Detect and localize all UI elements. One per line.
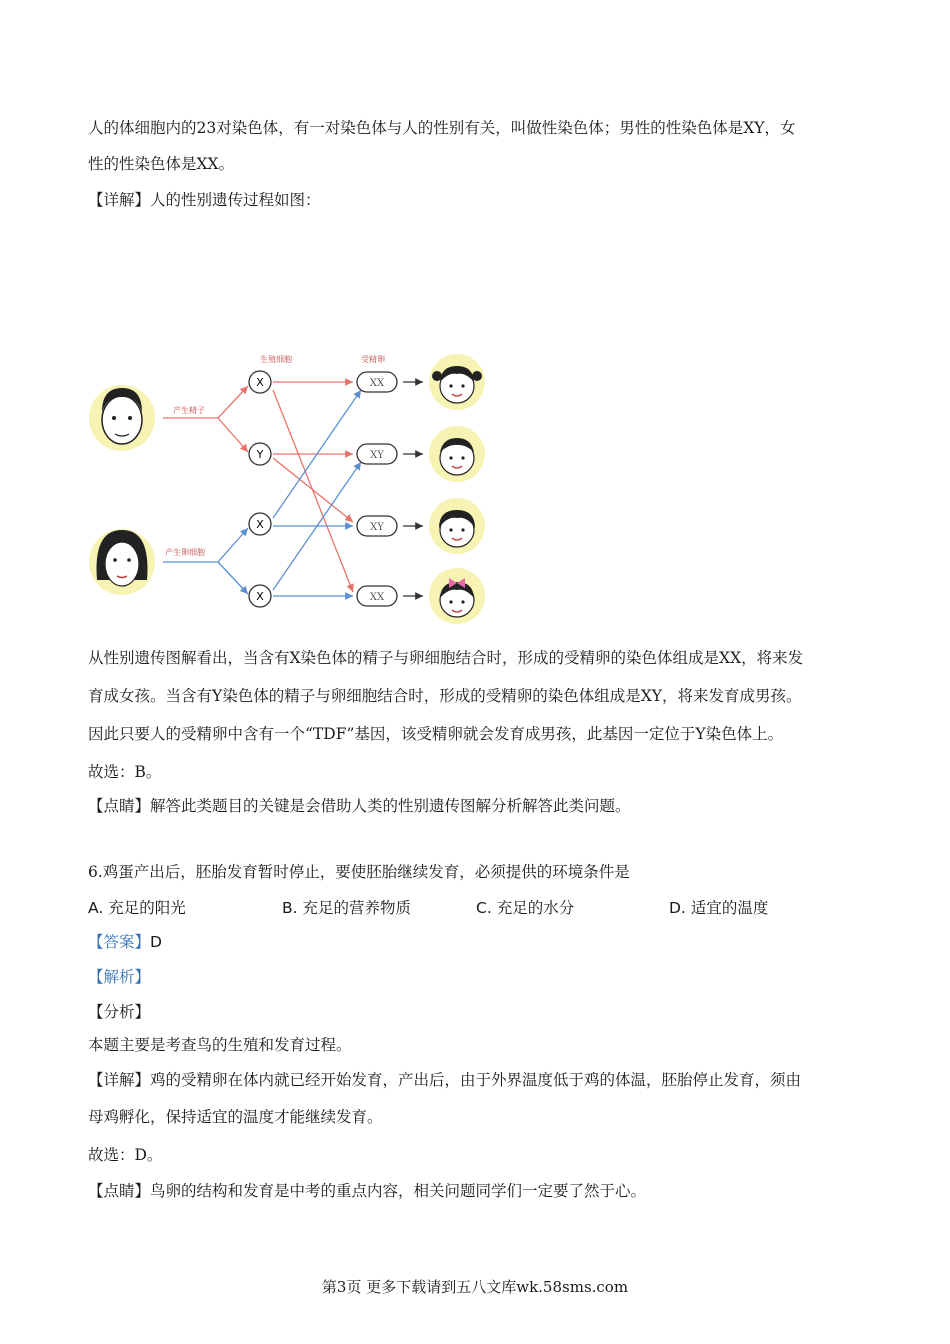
dianjing-1: 【点睛】解答此类题目的关键是会借助人类的性别遗传图解分析解答此类问题。 xyxy=(88,797,631,815)
answer-value: D xyxy=(150,933,162,951)
option-b: B. 充足的营养物质 xyxy=(282,899,412,917)
svg-text:XY: XY xyxy=(370,450,384,461)
germ-cell-2 xyxy=(249,443,271,465)
explanation-line-3: 因此只要人的受精卵中含有一个“TDF”基因，该受精卵就会发育成男孩，此基因一定位于Y染色体上。 xyxy=(88,725,784,743)
svg-text:X: X xyxy=(256,518,264,531)
germ-cell-1 xyxy=(249,371,271,393)
svg-text:X: X xyxy=(256,376,264,389)
option-d: D. 适宜的温度 xyxy=(669,899,769,917)
dianjing-2: 【点睛】鸟卵的结构和发育是中考的重点内容，相关问题同学们一定要了然于心。 xyxy=(88,1182,647,1200)
explanation-line-2: 育成女孩。当含有Y染色体的精子与卵细胞结合时，形成的受精卵的染色体组成是XY，将来发育成男孩。 xyxy=(88,687,802,705)
boy-face-icon xyxy=(429,498,485,554)
zygote-4 xyxy=(357,586,397,606)
svg-text:XY: XY xyxy=(370,522,384,533)
question-6-stem: 6.鸡蛋产出后，胚胎发育暂时停止，要使胚胎继续发育，必须提供的环境条件是 xyxy=(88,863,630,881)
svg-text:XX: XX xyxy=(369,378,385,389)
father-face-icon xyxy=(89,385,155,451)
explanation-line-1: 从性别遗传图解看出，当含有X染色体的精子与卵细胞结合时，形成的受精卵的染色体组成是XX，将来发 xyxy=(88,649,804,667)
detail-line-1: 【详解】鸡的受精卵在体内就已经开始发育，产出后，由于外界温度低于鸡的体温，胚胎停止发育，须由 xyxy=(88,1071,802,1089)
fenxi-text: 本题主要是考查鸟的生殖和发育过程。 xyxy=(88,1036,352,1054)
detail-heading: 【详解】人的性别遗传过程如图： xyxy=(88,191,321,209)
option-a: A. 充足的阳光 xyxy=(88,899,186,917)
intro-line-2: 性的性染色体是XX。 xyxy=(88,155,235,173)
germ-cell-4 xyxy=(249,585,271,607)
zygote-label: 受精卵 xyxy=(361,355,385,364)
svg-text:Y: Y xyxy=(256,448,264,461)
girl-with-bow-face-icon xyxy=(429,568,485,624)
answer-label: 【答案】 xyxy=(88,933,151,951)
svg-text:X: X xyxy=(256,590,264,603)
fenxi-label: 【分析】 xyxy=(88,1003,151,1021)
page-footer: 第3页 更多下载请到五八文库wk.58sms.com xyxy=(321,1278,629,1296)
egg-label: 产生卵细胞 xyxy=(165,548,205,557)
zygote-3 xyxy=(357,516,397,536)
choice-d: 故选：D。 xyxy=(88,1146,163,1164)
germ-cell-3 xyxy=(249,513,271,535)
answer-line xyxy=(88,930,162,952)
germ-cell-label: 生殖细胞 xyxy=(260,355,292,364)
zygote-1 xyxy=(357,372,397,392)
sex-inheritance-diagram xyxy=(85,350,505,630)
choice-b: 故选：B。 xyxy=(88,763,162,781)
analysis-label: 【解析】 xyxy=(88,968,151,986)
mother-face-icon xyxy=(89,529,155,595)
sperm-label: 产生精子 xyxy=(173,406,205,415)
boy-face-icon xyxy=(429,426,485,482)
detail-line-2: 母鸡孵化，保持适宜的温度才能继续发育。 xyxy=(88,1108,383,1126)
zygote-2 xyxy=(357,444,397,464)
girl-face-icon xyxy=(429,354,485,410)
svg-text:XX: XX xyxy=(369,592,385,603)
option-c: C. 充足的水分 xyxy=(476,899,575,917)
intro-line-1: 人的体细胞内的23对染色体，有一对染色体与人的性别有关，叫做性染色体；男性的性染色体是XY，女 xyxy=(88,119,796,137)
